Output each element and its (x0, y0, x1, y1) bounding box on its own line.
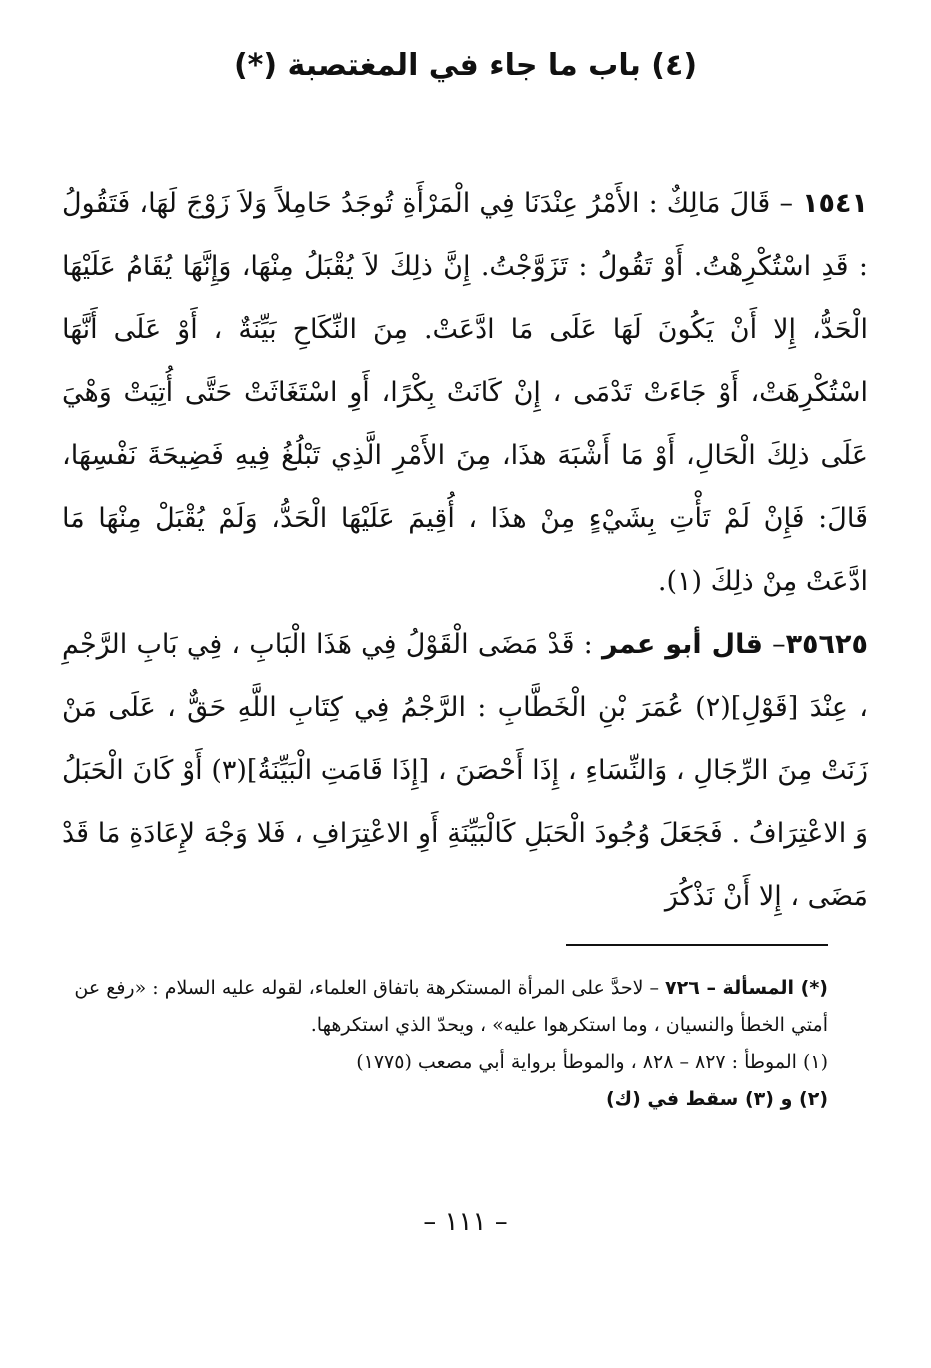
footnote-item (52, 1044, 828, 1081)
hadith-text: قَالَ مَالِكٌ : الأَمْرُ عِنْدَنَا فِي الْمَرْأَةِ تُوجَدُ حَامِلاً وَلاَ زَوْجَ لَهَا، فَتَقُولُ : قَدِ اسْتُكْرِهْتُ. أَوْ تَقُولُ : تَزَوَّجْتُ. إِنَّ ذلِكَ لاَ يُقْبَلُ مِنْهَا، وَإِنَّهَا يُقَامُ عَلَيْهَا الْحَدُّ، إِلا أَنْ يَكُونَ لَهَا عَلَى مَا ادَّعَتْ. مِنَ النِّكَاحِ بَيِّنَةٌ ، أَوْ عَلَى أَنَّهَا اسْتُكْرِهَتْ، أَوْ جَاءَتْ تَدْمَى ، إِنْ كَانَتْ بِكْرًا، أَوِ اسْتَغَاثَتْ حَتَّى أُتِيَتْ وَهْيَ عَلَى ذلِكَ الْحَالِ، أَوْ مَا أَشْبَهَ هذَا، مِنَ الأَمْرِ الَّذِي تَبْلُغُ فِيهِ فَضِيحَةَ نَفْسِهَا، قَالَ: فَإِنْ لَمْ تَأْتِ بِشَيْءٍ مِنْ هذَا ، أُقِيمَ عَلَيْهَا الْحَدُّ، وَلَمْ يُقْبَلْ مِنْهَا مَا ادَّعَتْ مِنْ ذلِكَ (١). (62, 188, 869, 597)
commentary-text: : قَدْ مَضَى الْقَوْلُ فِي هَذَا الْبَابِ ، فِي بَابِ الرَّجْمِ ، عِنْدَ [قَوْلِ](٢) عُمَرَ بْنِ الْخَطَّابِ : الرَّجْمُ فِي كِتَابِ اللَّهِ حَقٌّ ، عَلَى مَنْ زَنَتْ مِنَ الرِّجَالِ ، وَالنِّسَاءِ ، إِذَا أَحْصَنَ ، [إِذَا قَامَتِ الْبَيِّنَةُ](٣) أَوْ كَانَ الْحَبَلُ وَ الاعْتِرَافُ . فَجَعَلَ وُجُودَ الْحَبَلِ كَالْبَيِّنَةِ أَوِ الاعْتِرَافِ ، فَلا وَجْهَ لإِعَادَةِ مَا قَدْ مَضَى ، إِلا أَنْ نَذْكُرَ (62, 629, 869, 912)
commentary-paragraph (62, 613, 868, 928)
footnote-text: (١) الموطأ : ٨٢٧ – ٨٢٨ ، والموطأ برواية أبي مصعب (١٧٧٥) (356, 1051, 828, 1073)
page-number: – ١١١ – (423, 1207, 508, 1237)
footnote-text: – لاحدَّ على المرأة المستكرهة باتفاق العلماء، لقوله عليه السلام : «رفع عن أمتي الخطأ والنسيان ، وما استكرهوا عليه» ، ويحدّ الذي استكرهها. (74, 977, 828, 1036)
commentary-number: ٣٥٦٢٥ (785, 629, 868, 660)
footnote-item (52, 970, 828, 1044)
main-text (62, 172, 868, 928)
commentary-speaker: قال أبو عمر (601, 629, 763, 660)
footnote-separator (566, 944, 828, 946)
hadith-dash: – (770, 188, 803, 219)
commentary-dash: – (762, 629, 786, 660)
footnote-item (52, 1081, 828, 1118)
footnote-label: (٢) و (٣) سقط في (ك) (605, 1088, 828, 1110)
footnote-label: (*) المسألة – ٧٢٦ (665, 977, 828, 999)
chapter-title: (٤) باب ما جاء في المغتصبة (*) (233, 48, 698, 83)
hadith-number: ١٥٤١ (802, 188, 868, 219)
hadith-paragraph (62, 172, 868, 613)
footnotes (52, 970, 828, 1118)
